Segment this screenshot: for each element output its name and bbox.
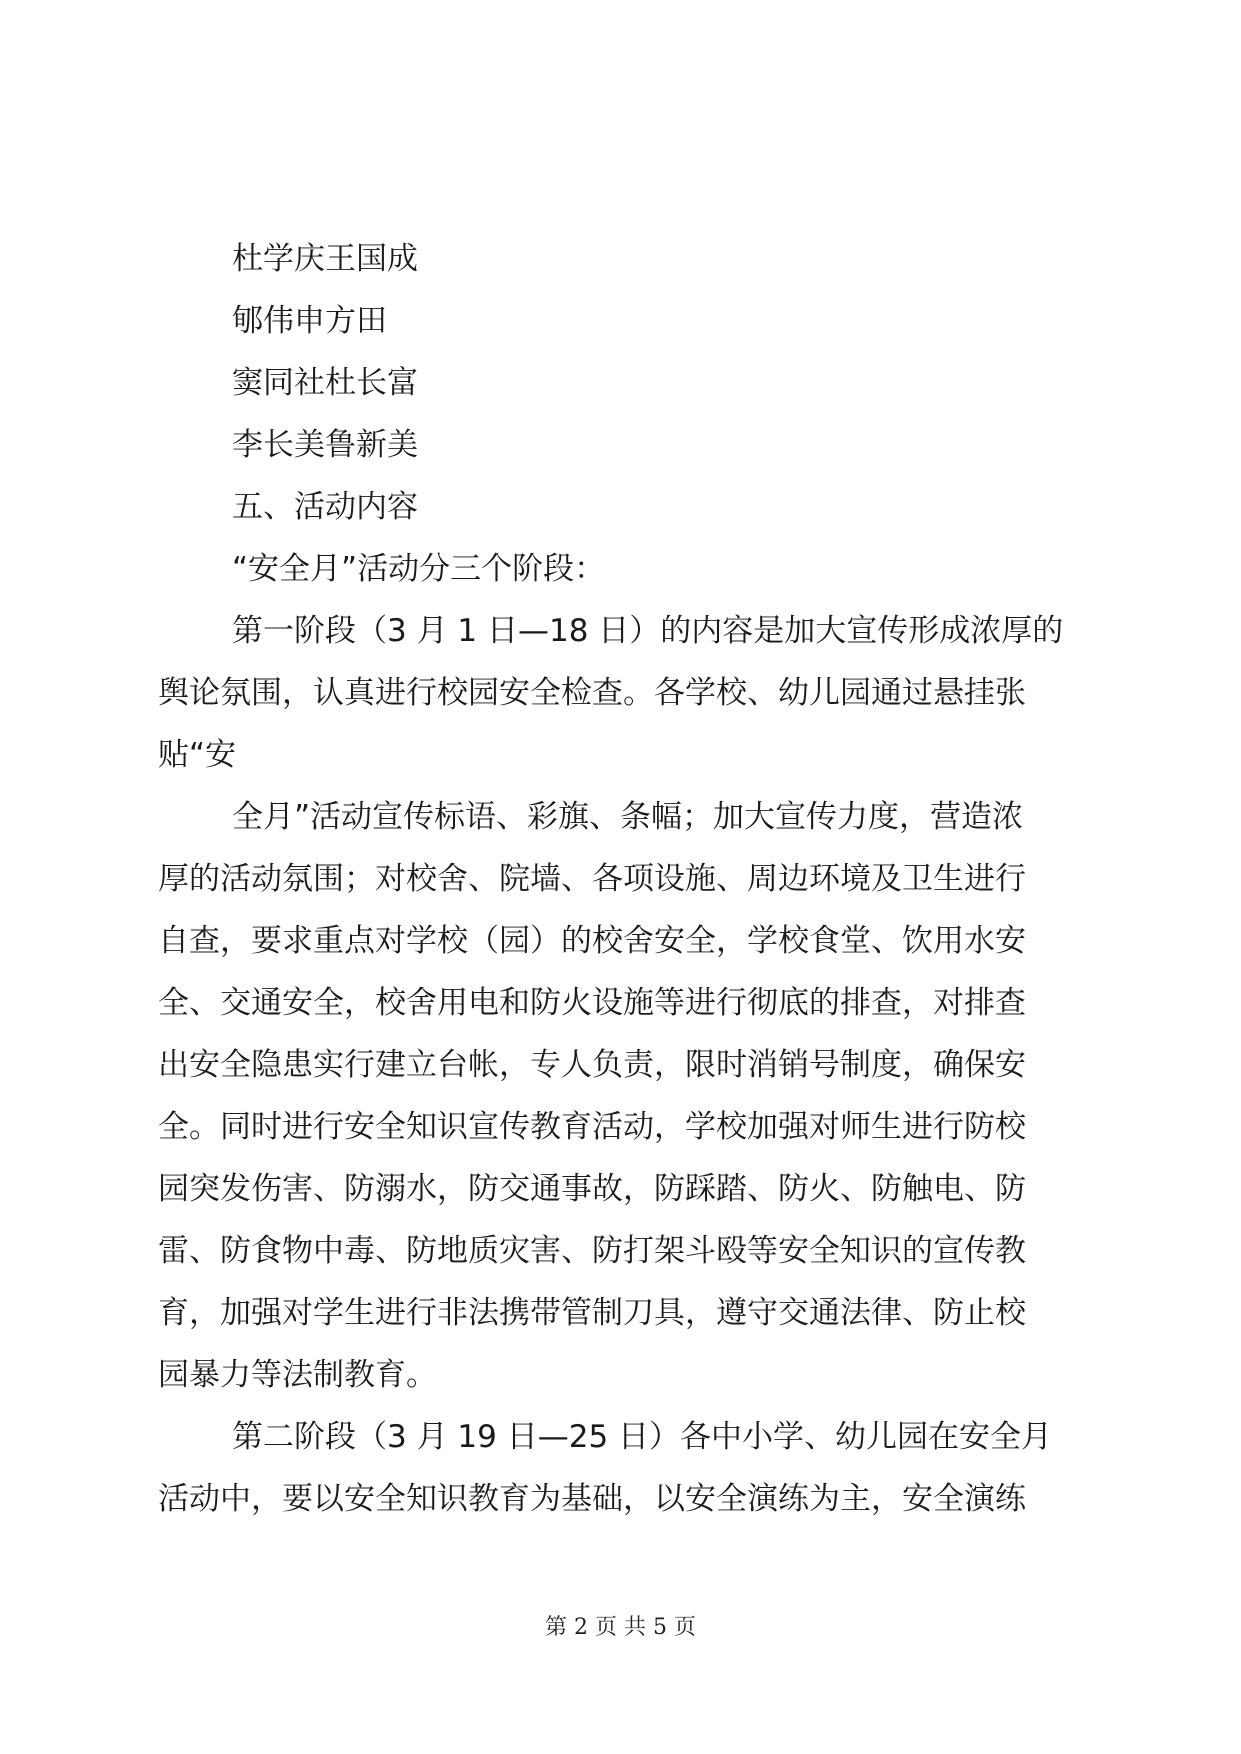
name-line-1: 杜学庆王国成 xyxy=(232,241,418,277)
intro-line: “安全月”活动分三个阶段： xyxy=(232,551,606,587)
paragraph-line: 自查，要求重点对学校（园）的校舍安全，学校食堂、饮用水安 xyxy=(158,923,1026,959)
name-line-4: 李长美鲁新美 xyxy=(232,427,418,463)
name-line-3: 窦同社杜长富 xyxy=(232,365,418,401)
page-footer: 第 2 页 共 5 页 xyxy=(545,1615,696,1640)
paragraph-line: 育，加强对学生进行非法携带管制刀具，遵守交通法律、防止校 xyxy=(158,1295,1026,1331)
paragraph-line: 贴“安 xyxy=(158,737,237,773)
paragraph-line: 全。同时进行安全知识宣传教育活动，学校加强对师生进行防校 xyxy=(158,1109,1026,1145)
paragraph-line: 雷、防食物中毒、防地质灾害、防打架斗殴等安全知识的宣传教 xyxy=(158,1233,1026,1269)
document-body xyxy=(158,228,1078,1530)
paragraph-line: 全月”活动宣传标语、彩旗、条幅；加大宣传力度，营造浓 xyxy=(232,799,1024,835)
paragraph-stage-2 xyxy=(158,1406,1078,1530)
paragraph-stage-1-continued xyxy=(158,786,1078,1406)
paragraph-stage-1 xyxy=(158,600,1078,786)
paragraph-line: 厚的活动氛围；对校舍、院墙、各项设施、周边环境及卫生进行 xyxy=(158,861,1026,897)
section-heading: 五、活动内容 xyxy=(232,489,418,525)
paragraph-line: 活动中，要以安全知识教育为基础，以安全演练为主，安全演练 xyxy=(158,1481,1026,1517)
paragraph-line: 舆论氛围，认真进行校园安全检查。各学校、幼儿园通过悬挂张 xyxy=(158,675,1026,711)
paragraph-line: 园暴力等法制教育。 xyxy=(158,1357,437,1393)
paragraph-line: 第二阶段（3 月 19 日—25 日）各中小学、幼儿园在安全月 xyxy=(232,1419,1053,1455)
paragraph-line: 全、交通安全，校舍用电和防火设施等进行彻底的排查，对排查 xyxy=(158,985,1026,1021)
paragraph-line: 出安全隐患实行建立台帐，专人负责，限时消销号制度，确保安 xyxy=(158,1047,1026,1083)
paragraph-line: 第一阶段（3 月 1 日—18 日）的内容是加大宣传形成浓厚的 xyxy=(232,613,1064,649)
paragraph-line: 园突发伤害、防溺水，防交通事故，防踩踏、防火、防触电、防 xyxy=(158,1171,1026,1207)
name-line-2: 郇伟申方田 xyxy=(232,303,387,339)
